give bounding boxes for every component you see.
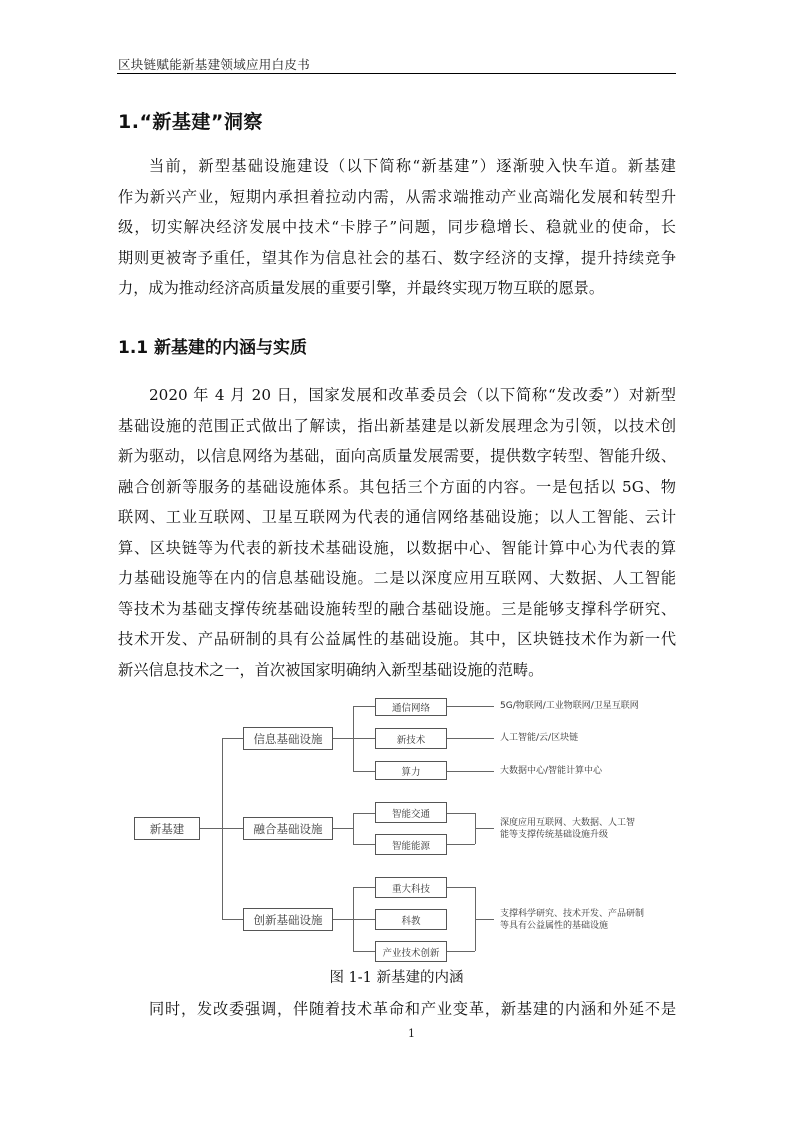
tree-branch-note: [500, 817, 635, 841]
note-line: 支撑科学研究、技术开发、产品研制: [500, 909, 645, 919]
connector-line: [353, 887, 375, 888]
paragraph-line: 力基础设施等在内的信息基础设施。二是以深度应用互联网、大数据、人工智能: [118, 569, 676, 587]
tree-branch-note: [500, 908, 644, 932]
page-number: 1: [408, 1027, 415, 1040]
connector-line: [353, 844, 375, 845]
paragraph-line: 级，切实解决经济发展中技术“卡脖子”问题，同步稳增长、稳就业的使命，长: [118, 218, 676, 236]
connector-line: [475, 919, 494, 920]
tree-leaf-note: 大数据中心/智能计算中心: [500, 766, 603, 776]
tree-leaf-node: 重大科技: [375, 877, 447, 898]
header-divider: [117, 73, 676, 74]
paragraph-line: 2020 年 4 月 20 日，国家发展和改革委员会（以下简称“发改委”）对新型: [149, 386, 676, 404]
connector-line: [353, 887, 354, 951]
continuation-paragraph: [118, 994, 676, 1025]
section-heading: 1.“新基建”洞察: [118, 111, 263, 133]
connector-line: [333, 738, 375, 739]
connector-line: [447, 706, 494, 707]
document-header-title: 区块链赋能新基建领域应用白皮书: [118, 57, 311, 72]
paragraph-line: 力，成为推动经济高质量发展的重要引擎，并最终实现万物互联的愿景。: [118, 279, 604, 297]
connector-line: [475, 828, 494, 829]
connector-line: [447, 813, 475, 814]
tree-branch-node: 信息基础设施: [243, 727, 333, 750]
paragraph-line: 基础设施的范围正式做出了解读，指出新基建是以新发展理念为引领，以技术创: [118, 416, 676, 435]
connector-line: [353, 771, 375, 772]
paragraph-line: 技术开发、产品研制的具有公益属性的基础设施。其中，区块链技术作为新一代: [118, 630, 676, 648]
tree-leaf-node: 算力: [375, 761, 447, 780]
paragraph-line: 作为新兴产业，短期内承担着拉动内需，从需求端推动产业高端化发展和转型升: [118, 187, 676, 206]
paragraph-line: 同时，发改委强调，伴随着技术革命和产业变革，新基建的内涵和外延不是: [149, 1000, 676, 1018]
connector-line: [200, 828, 243, 829]
connector-line: [447, 844, 475, 845]
tree-leaf-node: 智能能源: [375, 834, 447, 855]
connector-line: [475, 887, 476, 951]
connector-line: [353, 706, 375, 707]
subsection-paragraph: [118, 380, 676, 685]
connector-line: [222, 919, 243, 920]
figure-caption: 图 1-1 新基建的内涵: [329, 970, 464, 986]
connector-line: [447, 771, 494, 772]
connector-line: [447, 887, 475, 888]
connector-line: [333, 828, 353, 829]
tree-leaf-node: 科教: [375, 909, 447, 930]
connector-line: [353, 951, 375, 952]
tree-root-node: 新基建: [134, 817, 200, 840]
note-line: 能等支撑传统基础设施升级: [500, 830, 609, 840]
paragraph-line: 等技术为基础支撑传统基础设施转型的融合基础设施。三是能够支撑科学研究、: [118, 599, 676, 618]
connector-line: [447, 738, 494, 739]
paragraph-line: 融合创新等服务的基础设施体系。其包括三个方面的内容。一是包括以 5G、物: [118, 477, 676, 496]
note-line: 深度应用互联网、大数据、人工智: [500, 818, 636, 828]
connector-line: [222, 738, 243, 739]
paragraph-line: 新兴信息技术之一，首次被国家明确纳入新型基础设施的范畴。: [118, 660, 544, 679]
connector-line: [222, 738, 223, 920]
tree-leaf-node: 通信网络: [375, 698, 447, 716]
connector-line: [447, 951, 475, 952]
connector-line: [353, 813, 375, 814]
connector-line: [353, 813, 354, 844]
tree-leaf-node: 新技术: [375, 728, 447, 749]
paragraph-line: 新为驱动，以信息网络为基础，面向高质量发展需要，提供数字转型、智能升级、: [118, 447, 676, 465]
connector-line: [353, 706, 354, 771]
tree-branch-node: 融合基础设施: [243, 817, 333, 840]
tree-leaf-node: 产业技术创新: [375, 941, 447, 962]
paragraph-line: 期则更被寄予重任，望其作为信息社会的基石、数字经济的支撑，提升持续竞争: [118, 248, 676, 267]
paragraph-line: 当前，新型基础设施建设（以下简称“新基建”）逐渐驶入快车道。新基建: [149, 157, 676, 175]
connector-line: [475, 813, 476, 844]
tree-leaf-note: 人工智能/云/区块链: [500, 733, 579, 743]
tree-leaf-node: 智能交通: [375, 802, 447, 823]
connector-line: [333, 919, 375, 920]
tree-leaf-note: 5G/物联网/工业物联网/卫星互联网: [500, 701, 639, 711]
paragraph-line: 算、区块链等为代表的新技术基础设施，以数据中心、智能计算中心为代表的算: [118, 538, 676, 557]
tree-branch-node: 创新基础设施: [243, 908, 333, 931]
paragraph-line: 联网、工业互联网、卫星互联网为代表的通信网络基础设施；以人工智能、云计: [118, 508, 676, 526]
section-intro-paragraph: [118, 151, 676, 304]
subsection-heading: 1.1 新基建的内涵与实质: [118, 338, 308, 358]
note-line: 等具有公益属性的基础设施: [500, 921, 609, 931]
